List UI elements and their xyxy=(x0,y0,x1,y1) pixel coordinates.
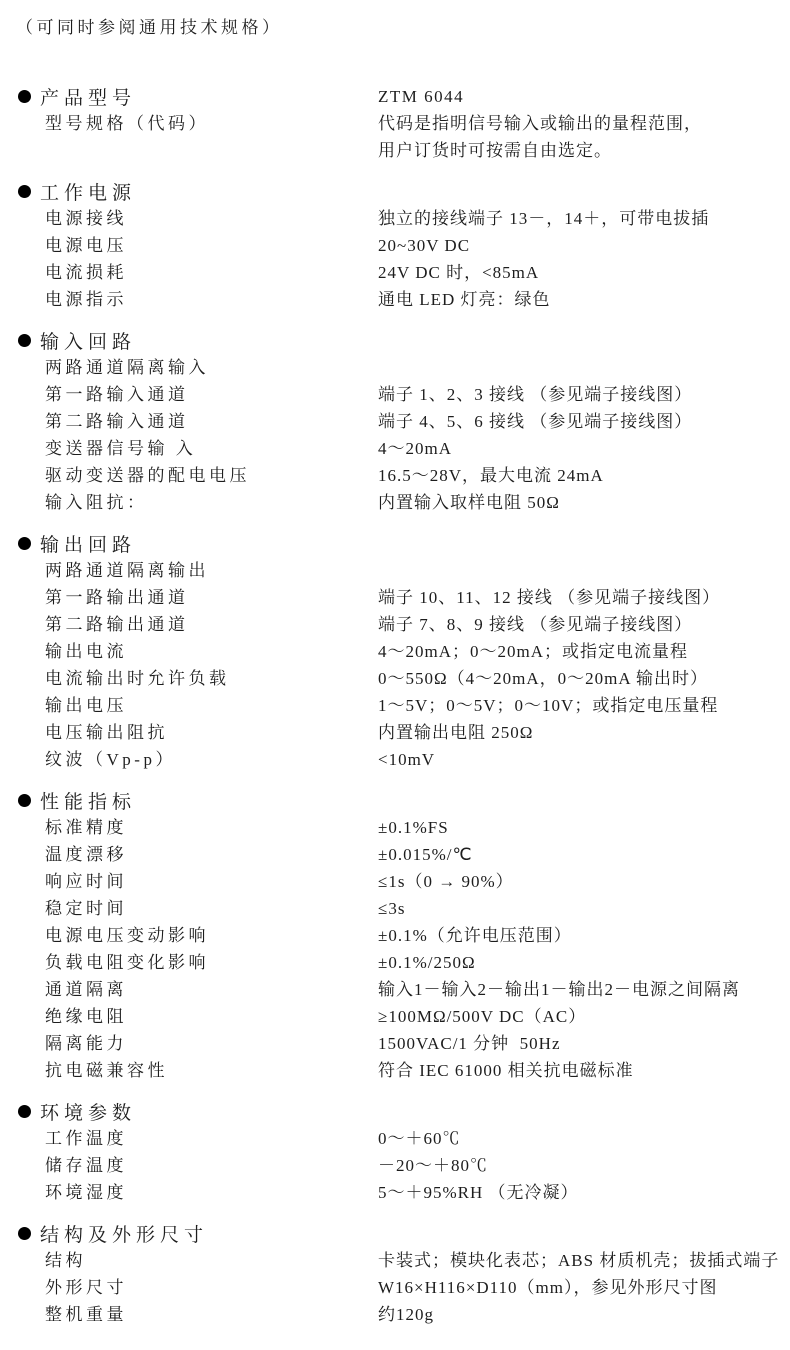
bullet-icon xyxy=(18,794,31,807)
spec-section xyxy=(0,787,790,1084)
spec-value: 独立的接线端子 13－，14＋，可带电拔插 xyxy=(378,209,710,228)
spec-label: 两路通道隔离输出 xyxy=(45,561,209,580)
spec-label: 变送器信号输 入 xyxy=(45,439,197,458)
spec-section xyxy=(0,1098,790,1206)
spec-label: 电源电压变动影响 xyxy=(45,926,209,945)
spec-value: 16.5～28V，最大电流 24mA xyxy=(378,466,604,485)
spec-value: 24V DC 时，<85mA xyxy=(378,263,540,282)
section-header xyxy=(0,530,790,557)
section-title: 性能指标 xyxy=(40,792,137,813)
spec-label: 标准精度 xyxy=(45,818,127,837)
section-header xyxy=(0,787,790,814)
spec-row xyxy=(0,814,790,841)
spec-label: 响应时间 xyxy=(45,872,127,891)
spec-value: 输入1－输入2－输出1－输出2－电源之间隔离 xyxy=(378,980,740,999)
spec-label: 绝缘电阻 xyxy=(45,1007,127,1026)
spec-label: 第二路输出通道 xyxy=(45,615,189,634)
spec-value: ≤1s（0 → 90%） xyxy=(378,872,514,891)
spec-label: 输入阻抗： xyxy=(45,493,148,512)
spec-label: 电源指示 xyxy=(45,290,127,309)
spec-row xyxy=(0,746,790,773)
spec-row xyxy=(0,232,790,259)
spec-value: 端子 1、2、3 接线 （参见端子接线图） xyxy=(378,385,693,404)
spec-row xyxy=(0,354,790,381)
spec-row xyxy=(0,435,790,462)
spec-value: 端子 10、11、12 接线 （参见端子接线图） xyxy=(378,588,721,607)
spec-row xyxy=(0,922,790,949)
section-title: 环境参数 xyxy=(40,1103,137,1124)
spec-row xyxy=(0,949,790,976)
spec-value: 卡装式；模块化表芯；ABS 材质机壳；拔插式端子 xyxy=(378,1251,780,1270)
section-title: 工作电源 xyxy=(40,183,137,204)
spec-value: ±0.1%FS xyxy=(378,818,449,837)
spec-label: 第一路输出通道 xyxy=(45,588,189,607)
spec-section xyxy=(0,1220,790,1328)
spec-value: 1500VAC/1 分钟 50Hz xyxy=(378,1034,561,1053)
spec-label: 电流输出时允许负载 xyxy=(45,669,230,688)
spec-label: 第二路输入通道 xyxy=(45,412,189,431)
spec-label: 稳定时间 xyxy=(45,899,127,918)
spec-value: ±0.1%（允许电压范围） xyxy=(378,926,572,945)
spec-section xyxy=(0,178,790,313)
spec-row xyxy=(0,584,790,611)
spec-value: ±0.015%/℃ xyxy=(378,845,473,864)
spec-row xyxy=(0,1179,790,1206)
spec-value: 约120g xyxy=(378,1305,434,1324)
spec-row xyxy=(0,1030,790,1057)
spec-row xyxy=(0,205,790,232)
spec-value: 符合 IEC 61000 相关抗电磁标准 xyxy=(378,1061,634,1080)
section-header xyxy=(0,327,790,354)
spec-label: 工作温度 xyxy=(45,1129,127,1148)
spec-label: 通道隔离 xyxy=(45,980,127,999)
spec-value: 内置输入取样电阻 50Ω xyxy=(378,493,560,512)
spec-label: 环境湿度 xyxy=(45,1183,127,1202)
section-header xyxy=(0,83,790,110)
spec-value: 5～＋95%RH （无冷凝） xyxy=(378,1183,579,1202)
spec-value: ≤3s xyxy=(378,899,406,918)
spec-value: W16×H116×D110（mm），参见外形尺寸图 xyxy=(378,1278,718,1297)
bullet-icon xyxy=(18,90,31,103)
spec-value: 端子 4、5、6 接线 （参见端子接线图） xyxy=(378,412,693,431)
spec-row xyxy=(0,1301,790,1328)
spec-value: 0～550Ω（4～20mA，0～20mA 输出时） xyxy=(378,669,708,688)
spec-row xyxy=(0,1247,790,1274)
spec-row xyxy=(0,259,790,286)
spec-label: 第一路输入通道 xyxy=(45,385,189,404)
spec-value-line: 代码是指明信号输入或输出的量程范围， xyxy=(378,114,702,133)
spec-value: ±0.1%/250Ω xyxy=(378,953,476,972)
spec-label: 整机重量 xyxy=(45,1305,127,1324)
section-header xyxy=(0,178,790,205)
spec-label: 温度漂移 xyxy=(45,845,127,864)
spec-row xyxy=(0,841,790,868)
spec-row xyxy=(0,868,790,895)
bullet-icon xyxy=(18,185,31,198)
general-spec-note: （可同时参阅通用技术规格） xyxy=(16,18,283,37)
bullet-icon xyxy=(18,1227,31,1240)
section-title: 输入回路 xyxy=(40,332,137,353)
spec-row xyxy=(0,462,790,489)
spec-value: 通电 LED 灯亮：绿色 xyxy=(378,290,551,309)
spec-label: 纹波（Vp-p） xyxy=(45,750,176,769)
spec-label: 两路通道隔离输入 xyxy=(45,358,209,377)
spec-label: 储存温度 xyxy=(45,1156,127,1175)
spec-row xyxy=(0,110,790,164)
spec-label: 型号规格（代码） xyxy=(45,114,209,133)
section-header xyxy=(0,1220,790,1247)
spec-label: 电源接线 xyxy=(45,209,127,228)
spec-value: <10mV xyxy=(378,750,436,769)
spec-value: ≥100MΩ/500V DC（AC） xyxy=(378,1007,587,1026)
spec-section xyxy=(0,83,790,164)
spec-row xyxy=(0,381,790,408)
section-title: 产品型号 xyxy=(40,88,137,109)
spec-value: 1～5V；0～5V；0～10V；或指定电压量程 xyxy=(378,696,719,715)
spec-label: 负载电阻变化影响 xyxy=(45,953,209,972)
spec-row xyxy=(0,286,790,313)
spec-label: 隔离能力 xyxy=(45,1034,127,1053)
spec-sections xyxy=(0,83,790,1328)
spec-row xyxy=(0,638,790,665)
spec-value: 20~30V DC xyxy=(378,236,471,255)
bullet-icon xyxy=(18,537,31,550)
section-title: 输出回路 xyxy=(40,535,137,556)
spec-value: 0～＋60℃ xyxy=(378,1129,461,1148)
spec-label: 结构 xyxy=(45,1251,86,1270)
section-value: ZTM 6044 xyxy=(378,87,465,106)
spec-row xyxy=(0,895,790,922)
spec-row xyxy=(0,665,790,692)
section-title: 结构及外形尺寸 xyxy=(40,1225,209,1246)
bullet-icon xyxy=(18,1105,31,1118)
spec-value: 4～20mA；0～20mA；或指定电流量程 xyxy=(378,642,688,661)
spec-row xyxy=(0,408,790,435)
spec-value: －20～＋80℃ xyxy=(378,1156,488,1175)
spec-row xyxy=(0,557,790,584)
spec-row xyxy=(0,1003,790,1030)
spec-row xyxy=(0,719,790,746)
spec-label: 电源电压 xyxy=(45,236,127,255)
spec-value-line: 用户订货时可按需自由选定。 xyxy=(378,141,612,160)
spec-row xyxy=(0,976,790,1003)
spec-value: 端子 7、8、9 接线 （参见端子接线图） xyxy=(378,615,693,634)
spec-row xyxy=(0,1152,790,1179)
spec-row xyxy=(0,692,790,719)
spec-value: 4～20mA xyxy=(378,439,452,458)
spec-value: 内置输出电阻 250Ω xyxy=(378,723,534,742)
spec-value xyxy=(378,110,702,164)
spec-row xyxy=(0,1274,790,1301)
spec-label: 电压输出阻抗 xyxy=(45,723,168,742)
bullet-icon xyxy=(18,334,31,347)
spec-label: 电流损耗 xyxy=(45,263,127,282)
spec-row xyxy=(0,489,790,516)
spec-label: 输出电压 xyxy=(45,696,127,715)
spec-section xyxy=(0,530,790,773)
spec-label: 输出电流 xyxy=(45,642,127,661)
section-header xyxy=(0,1098,790,1125)
spec-section xyxy=(0,327,790,516)
spec-row xyxy=(0,1057,790,1084)
spec-label: 抗电磁兼容性 xyxy=(45,1061,168,1080)
spec-row xyxy=(0,611,790,638)
spec-label: 外形尺寸 xyxy=(45,1278,127,1297)
spec-label: 驱动变送器的配电电压 xyxy=(45,466,250,485)
spec-row xyxy=(0,1125,790,1152)
